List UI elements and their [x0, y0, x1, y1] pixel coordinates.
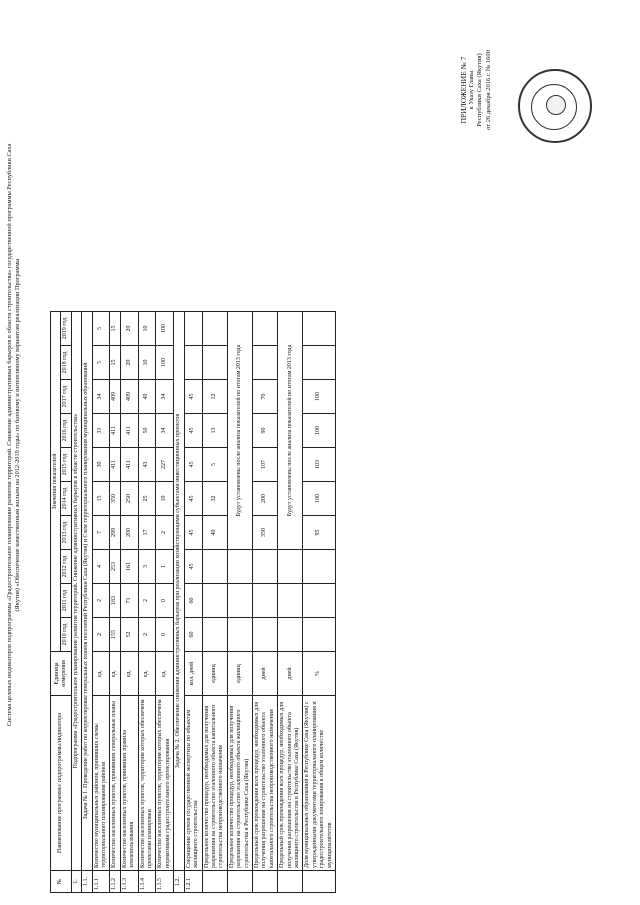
indicator-value — [252, 311, 277, 345]
indicator-value: 200 — [252, 482, 277, 516]
col-num-header: № — [51, 871, 72, 893]
indicator-value: 12 — [202, 380, 227, 414]
indicator-value — [202, 346, 227, 380]
indicator-unit: ед. — [156, 652, 174, 696]
indicator-value: 15 — [110, 311, 120, 345]
indicator-value: 5 — [92, 311, 110, 345]
indicator-value: 20 — [120, 346, 138, 380]
subprogram-title: Подпрограмма «Градостроительное планирование развития территорий. Снижение административных барьеров в области строительства» — [71, 311, 81, 870]
indicator-value: 200 — [120, 516, 138, 550]
indicator-value — [227, 584, 252, 618]
indicator-name: Количество населенных пунктов, территория которых обеспечена нормативами градостроительного проектирования — [156, 696, 174, 871]
col-unit-header: Единица измерения — [51, 652, 72, 696]
indicator-row — [156, 0, 174, 893]
indicator-value: 7 — [92, 516, 110, 550]
indicator-name: Предельный срок прохождения всех процедур, необходимых для получения разрешения на строительство эталонного объекта жилищного строительства в Республике Саха (Якутия) — [278, 696, 303, 871]
indicator-value: 95 — [303, 516, 336, 550]
indicator-value — [202, 584, 227, 618]
year-header: 2015 год — [61, 448, 71, 482]
indicator-unit: ед. — [120, 652, 138, 696]
indicator-value: 2 — [156, 516, 174, 550]
indicator-unit: дней — [252, 652, 277, 696]
indicator-row — [202, 0, 227, 893]
indicator-value — [227, 550, 252, 584]
appendix-line: Республики Саха (Якутия) — [476, 53, 484, 127]
indicator-name: Сокращение сроков государственной экспертизы по объектам жилищного строительства — [184, 696, 202, 871]
indicator-value — [303, 618, 336, 652]
indicator-value: 45 — [184, 516, 202, 550]
indicator-number: 1.2.1 — [184, 871, 202, 893]
indicator-value: 10 — [156, 482, 174, 516]
indicator-value: 45 — [184, 414, 202, 448]
indicator-value: 107 — [252, 448, 277, 482]
indicator-row — [303, 0, 336, 893]
indicator-value: 60 — [184, 618, 202, 652]
indicator-value — [252, 550, 277, 584]
year-header: 2016 год — [61, 414, 71, 448]
indicator-value: 15 — [110, 346, 120, 380]
indicator-row — [278, 0, 303, 893]
appendix-block — [460, 10, 493, 170]
indicator-value — [202, 311, 227, 345]
indicator-row — [92, 0, 110, 893]
indicator-value — [184, 346, 202, 380]
indicator-value: 5 — [92, 346, 110, 380]
indicator-number: 1.1.4 — [138, 871, 156, 893]
indicator-value: 34 — [92, 380, 110, 414]
indicator-value: 155 — [110, 618, 120, 652]
task-2-title: Задача № 2. Обеспечение снижения административных барьеров при реализации хозяйствующими субъектами инвестиционных проектов — [174, 311, 184, 870]
indicator-note: Будут установлены после анализа показателей по итогам 2013 года — [278, 311, 303, 549]
indicator-row — [120, 0, 138, 893]
indicator-value: 350 — [110, 482, 120, 516]
year-header: 2017 год — [61, 380, 71, 414]
indicator-name: Доля муниципальных образований в Республике Саха (Якутия) с утвержденными документами территориального планирования и градостроительного зонирования в общем количестве муниципалитетов — [303, 696, 336, 871]
indicator-value: 411 — [110, 414, 120, 448]
indicator-row — [138, 0, 156, 893]
indicator-value: 103 — [303, 448, 336, 482]
indicator-value: 45 — [184, 380, 202, 414]
indicator-value: 100 — [303, 482, 336, 516]
indicator-value: 0 — [156, 584, 174, 618]
task-1-row — [82, 0, 92, 893]
indicator-value: 10 — [138, 346, 156, 380]
indicator-value — [252, 618, 277, 652]
indicator-value: 2 — [92, 584, 110, 618]
indicator-value: 31 — [92, 414, 110, 448]
indicator-value: 34 — [156, 414, 174, 448]
indicator-number: 1.1.5 — [156, 871, 174, 893]
indicator-value: 227 — [156, 448, 174, 482]
indicator-value: 43 — [138, 448, 156, 482]
indicator-value: 411 — [120, 414, 138, 448]
indicator-value: 49 — [138, 380, 156, 414]
indicator-number: 1.1.2 — [110, 871, 120, 893]
indicator-value: 45 — [184, 550, 202, 584]
indicator-unit: дней — [278, 652, 303, 696]
header-row — [51, 0, 61, 893]
indicator-value: 32 — [202, 482, 227, 516]
indicator-value — [278, 550, 303, 584]
indicator-value — [202, 618, 227, 652]
indicator-value — [303, 346, 336, 380]
indicator-number — [252, 871, 277, 893]
year-header: 2019 год — [61, 311, 71, 345]
indicator-name: Предельное количество процедур, необходимых для получения разрешения на строительство эталонного объекта капитального строительства непроизводственного назначения — [202, 696, 227, 871]
indicator-value: 50 — [138, 414, 156, 448]
indicator-value: 20 — [120, 311, 138, 345]
indicator-value: 1 — [156, 550, 174, 584]
indicator-value: 30 — [92, 448, 110, 482]
indicator-value: 2 — [92, 618, 110, 652]
indicator-unit: ед. — [110, 652, 120, 696]
seal-emblem — [546, 95, 566, 115]
year-header: 2013 год — [61, 516, 71, 550]
indicator-value: 250 — [120, 482, 138, 516]
indicator-value — [252, 346, 277, 380]
indicator-value: 161 — [120, 550, 138, 584]
document-heading — [6, 35, 22, 835]
year-header: 2014 год — [61, 482, 71, 516]
indicator-name: Количество населенных пунктов, принявших генеральные планы — [110, 696, 120, 871]
indicator-unit: ед. — [138, 652, 156, 696]
indicator-value — [303, 550, 336, 584]
heading-line: Система целевых индикаторов подпрограммы «Градостроительное планирование развития территорий. Снижение административных барьеров в области строительства» государственной программы Республики Саха — [6, 143, 13, 727]
official-seal — [518, 69, 592, 143]
indicator-number: 1.1.3 — [120, 871, 138, 893]
subprogram-number: 1. — [71, 871, 81, 893]
indicator-value: 100 — [156, 311, 174, 345]
indicator-value — [278, 618, 303, 652]
indicator-unit: единиц — [202, 652, 227, 696]
indicator-number: 1.1.1 — [92, 871, 110, 893]
indicator-value: 40 — [202, 516, 227, 550]
indicator-value: 100 — [156, 346, 174, 380]
indicator-unit: % — [303, 652, 336, 696]
indicator-value — [184, 311, 202, 345]
indicator-value: 5 — [202, 448, 227, 482]
indicator-value: 13 — [202, 414, 227, 448]
col-name-header: Наименование программы/ подпрограммы/индикатора — [51, 696, 72, 871]
indicator-value: 4 — [92, 550, 110, 584]
indicator-value: 15 — [92, 482, 110, 516]
indicator-value: 25 — [138, 482, 156, 516]
appendix-line: от 26 декабря 2016 г. № 1600 — [484, 50, 492, 130]
heading-line: (Якутия) «Обеспечение качественным жильем на 2012-2019 годы» по базовому и интенсивному вариантам реализации Программы — [14, 258, 21, 612]
indicator-value — [202, 550, 227, 584]
year-header: 2012 год — [61, 550, 71, 584]
indicator-row — [110, 0, 120, 893]
appendix-line: к Указу Главы — [468, 70, 476, 110]
task-2-row — [174, 0, 184, 893]
indicator-name: Предельный срок прохождения всех процедур, необходимых для получения разрешения на строительство эталонного объекта капитального строительства непроизводственного назначения — [252, 696, 277, 871]
indicator-name: Количество муниципальных районов, принявших схемы территориального планирования районов — [92, 696, 110, 871]
indicator-value: 411 — [110, 448, 120, 482]
indicator-value: 3 — [138, 550, 156, 584]
indicator-number — [227, 871, 252, 893]
indicator-value: 299 — [110, 516, 120, 550]
indicator-note: Будут установлены после анализа показателей по итогам 2013 года — [227, 311, 252, 549]
indicator-name: Предельное количество процедур, необходимых для получения разрешения на строительство эталонного объекта жилищного строительства в Республике Саха (Якутия) — [227, 696, 252, 871]
col-values-header: Значения показателей — [51, 311, 61, 651]
indicator-unit: ед. — [92, 652, 110, 696]
indicator-value: 60 — [184, 584, 202, 618]
indicator-unit: кол. дней — [184, 652, 202, 696]
indicator-value: 70 — [252, 380, 277, 414]
indicator-value: 10 — [138, 311, 156, 345]
indicator-value — [303, 584, 336, 618]
indicator-number — [278, 871, 303, 893]
indicator-value: 52 — [120, 618, 138, 652]
indicator-number — [202, 871, 227, 893]
indicator-value: 17 — [138, 516, 156, 550]
indicator-value: 409 — [110, 380, 120, 414]
year-header: 2018 год — [61, 346, 71, 380]
indicator-value — [278, 584, 303, 618]
task-1-number: 1.1. — [82, 871, 92, 893]
indicator-name: Количество населенных пунктов, территория которых обеспечена проектами планировки — [138, 696, 156, 871]
indicators-table — [50, 0, 336, 893]
indicator-unit: единиц — [227, 652, 252, 696]
indicator-row — [184, 0, 202, 893]
subprogram-row — [71, 0, 81, 893]
indicator-value: 100 — [303, 414, 336, 448]
year-header: 2010 год — [61, 618, 71, 652]
indicator-value — [252, 584, 277, 618]
indicator-value: 253 — [110, 550, 120, 584]
indicator-name: Количество населенных пунктов, принявших правила землепользования — [120, 696, 138, 871]
indicator-value — [303, 311, 336, 345]
indicator-number — [303, 871, 336, 893]
indicator-value: 100 — [303, 380, 336, 414]
task-1-title: Задача № 1. Проведение работ по корректировке генеральных планов поселений Республики Саха (Якутия) и Схем территориального планирования муниципальных образований — [82, 311, 92, 870]
indicator-value: 45 — [184, 448, 202, 482]
indicator-row — [227, 0, 252, 893]
indicator-value: 350 — [252, 516, 277, 550]
indicator-value: 45 — [184, 482, 202, 516]
indicator-value: 71 — [120, 584, 138, 618]
indicator-value: 2 — [138, 618, 156, 652]
task-2-number: 1.2. — [174, 871, 184, 893]
indicator-value: 183 — [110, 584, 120, 618]
appendix-number: ПРИЛОЖЕНИЕ № 7 — [459, 56, 468, 124]
indicator-value: 409 — [120, 380, 138, 414]
indicator-value: 34 — [156, 380, 174, 414]
indicator-value: 90 — [252, 414, 277, 448]
indicator-value — [227, 618, 252, 652]
indicator-value: 2 — [138, 584, 156, 618]
indicator-value: 411 — [120, 448, 138, 482]
indicator-row — [252, 0, 277, 893]
year-header: 2011 год — [61, 584, 71, 618]
indicator-value: 0 — [156, 618, 174, 652]
